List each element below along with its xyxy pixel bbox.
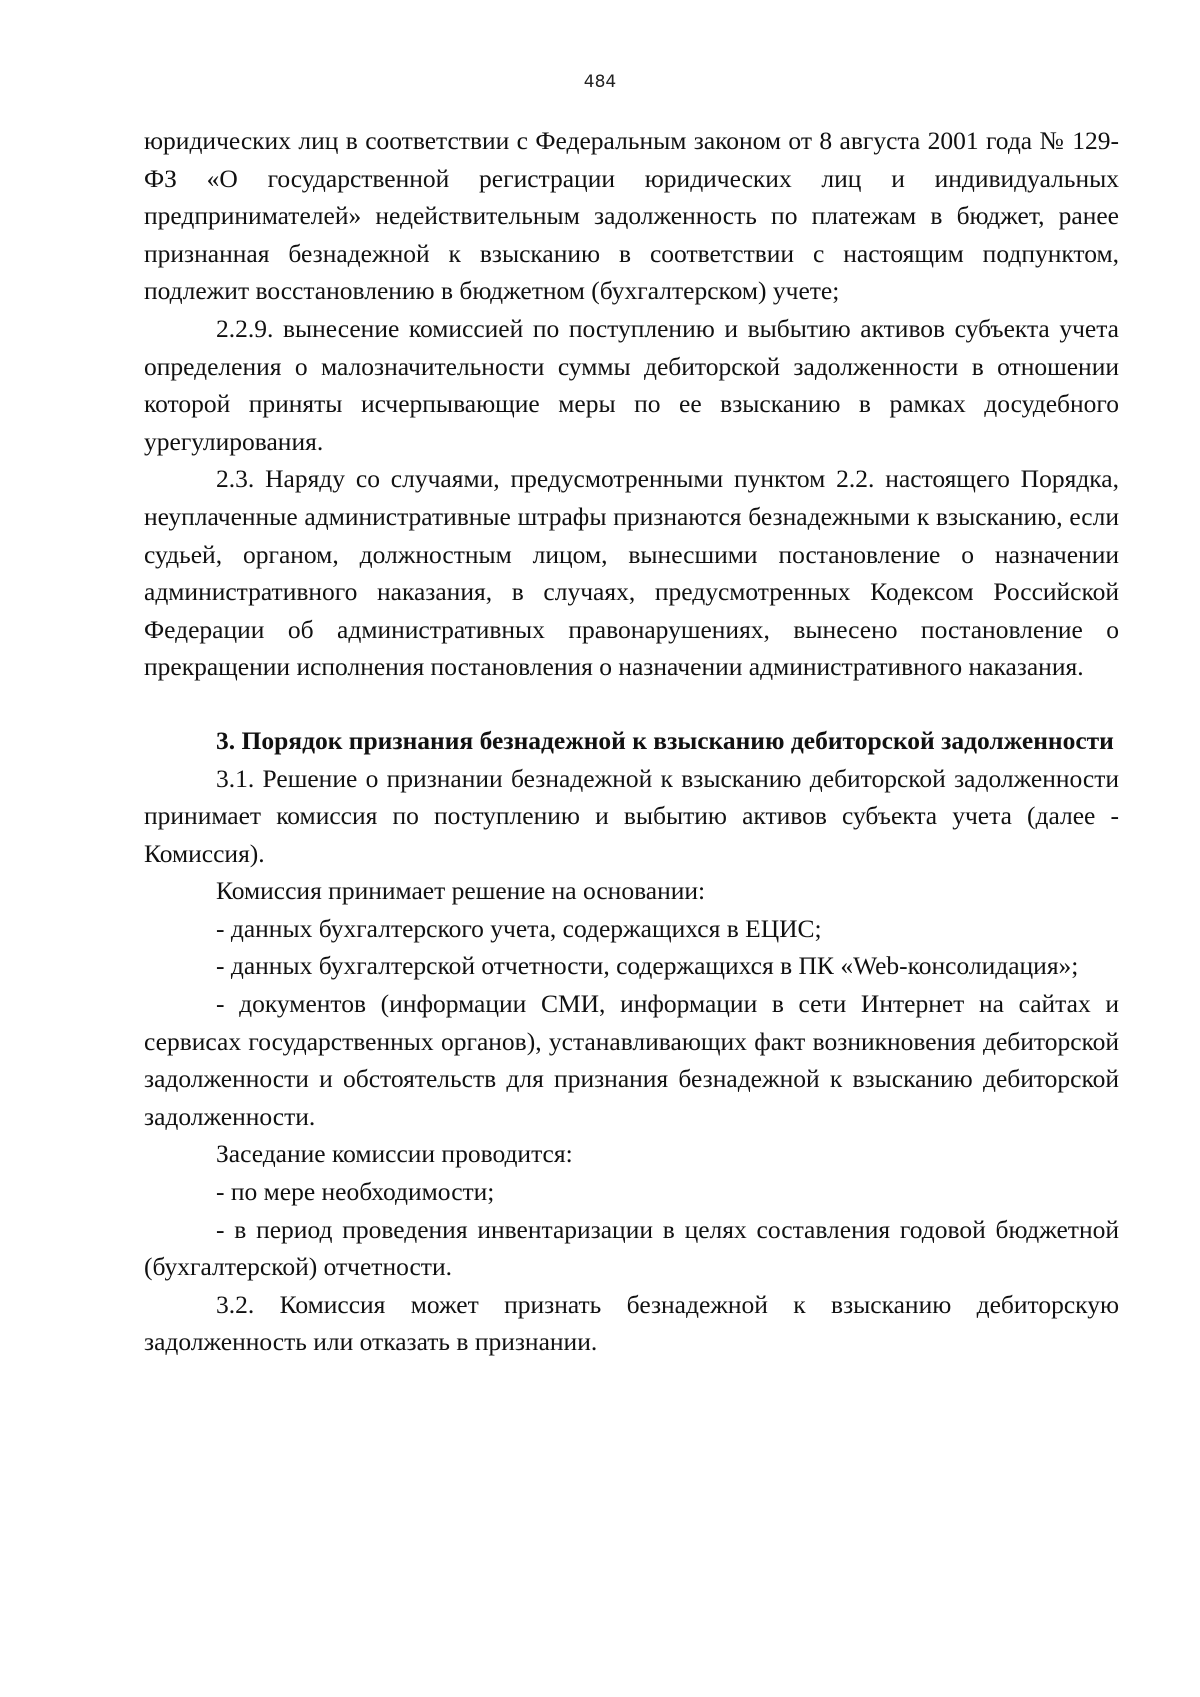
list-item: - данных бухгалтерской отчетности, содержащихся в ПК «Web-консолидация»;	[216, 951, 1079, 981]
list-item: - в период проведения инвентаризации в целях составления годовой бюджетной (бухгалтерской) отчетности.	[144, 1214, 1119, 1282]
paragraph-meeting: Заседание комиссии проводится:	[216, 1139, 573, 1169]
paragraph-2-2-9: 2.2.9. вынесение комиссией по поступлению и выбытию активов субъекта учета определения о малозначительности суммы дебиторской задолженности в отношении которой приняты исчерпывающие меры по ее взысканию в рамках досудебного урегулирования.	[144, 313, 1119, 456]
paragraph-3-1: 3.1. Решение о признании безнадежной к взысканию дебиторской задолженности принимает комиссия по поступлению и выбытию активов субъекта учета (далее - Комиссия).	[144, 763, 1119, 868]
paragraph-2-3: 2.3. Наряду со случаями, предусмотренными пунктом 2.2. настоящего Порядка, неуплаченные административные штрафы признаются безнадежными к взысканию, если судьей, органом, должностным лицом, вынесшими постановление о назначении административного наказания, в случаях, предусмотренных Кодексом Российской Федерации об административных правонарушениях, вынесено постановление о прекращении исполнения постановления о назначении административного наказания.	[144, 464, 1119, 682]
list-item: - данных бухгалтерского учета, содержащихся в ЕЦИС;	[216, 913, 822, 943]
paragraph-3-2: 3.2. Комиссия может признать безнадежной к взысканию дебиторскую задолженность или отказать в признании.	[144, 1289, 1119, 1357]
list-item: - по мере необходимости;	[216, 1177, 495, 1207]
page-number: 484	[583, 72, 617, 92]
section-heading-3: 3. Порядок признания безнадежной к взысканию дебиторской задолженности	[216, 725, 1114, 755]
list-item: - документов (информации СМИ, информации в сети Интернет на сайтах и сервисах государственных органов), устанавливающих факт возникновения дебиторской задолженности и обстоятельств для признания безнадежной к взысканию дебиторской задолженности.	[144, 989, 1119, 1131]
paragraph-continuation: юридических лиц в соответствии с Федеральным законом от 8 августа 2001 года № 129-ФЗ «О государственной регистрации юридических лиц и индивидуальных предпринимателей» недействительным задолженность по платежам в бюджет, ранее признанная безнадежной к взысканию в соответствии с настоящим подпунктом, подлежит восстановлению в бюджетном (бухгалтерском) учете;	[144, 126, 1119, 306]
paragraph-commission-basis: Комиссия принимает решение на основании:	[216, 876, 706, 906]
document-body	[144, 122, 1119, 1361]
